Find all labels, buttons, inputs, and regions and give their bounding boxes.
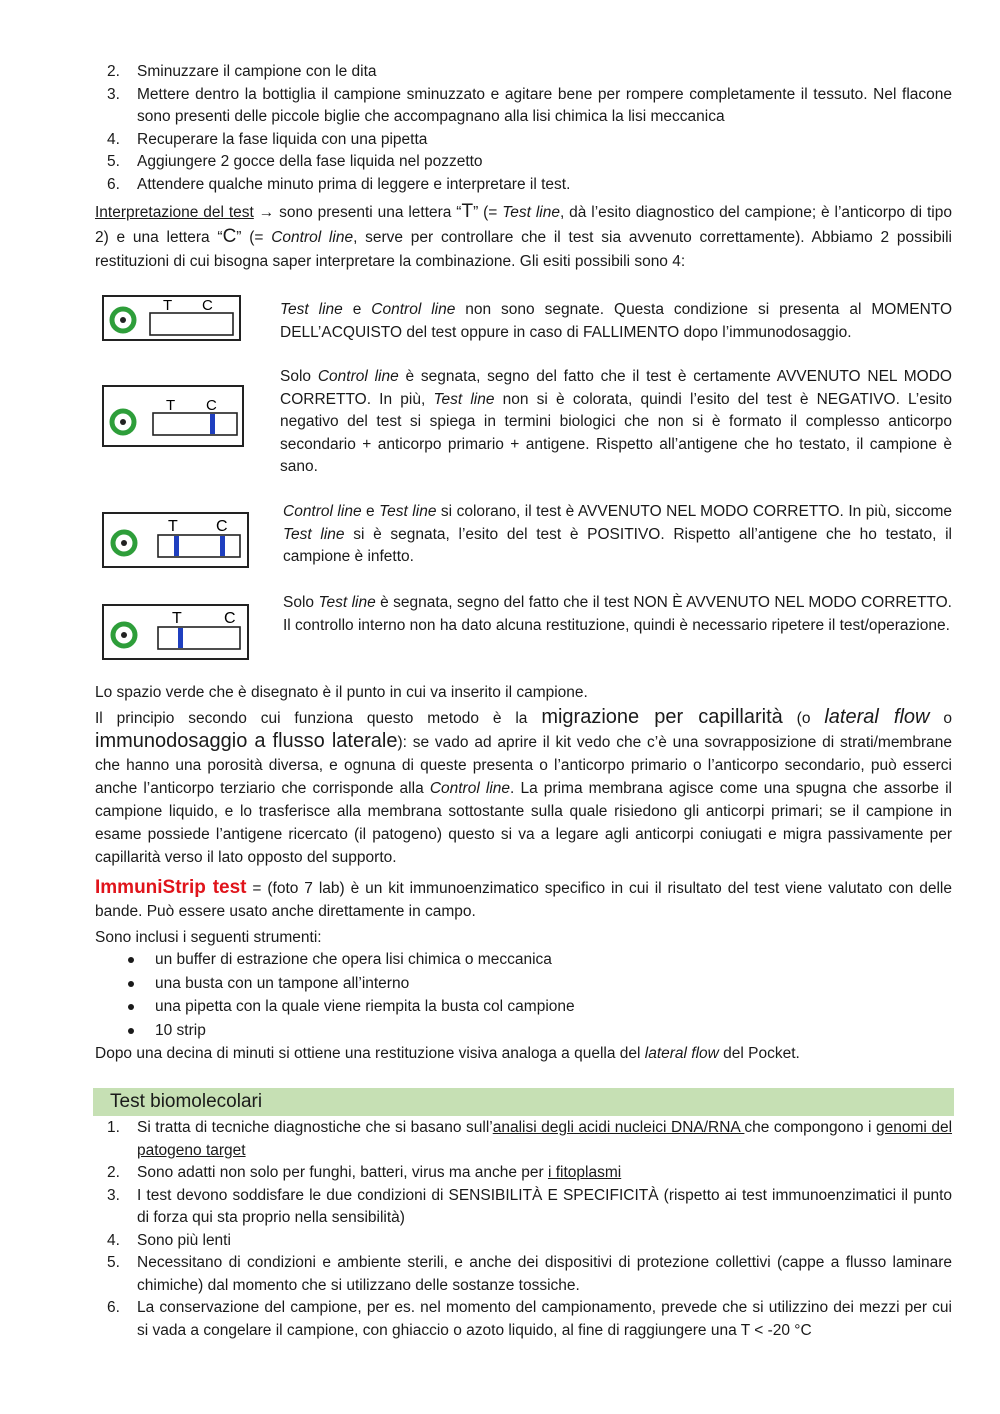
svg-text:C: C xyxy=(224,610,236,627)
principle-paragraph: Il principio secondo cui funziona questo metodo è la migrazione per capillarità (o lateral flow o immunodosaggio a flusso laterale): se vado ad aprire il kit vedo che c’è una sovrapposizione di strati/membrane che hanno una porosità diversa, e ognuna di queste presenta o l’anticorpo primario o l’anticorpo secondario, può esserci anche l’anticorpo terziario che corrisponde alla Control line. La prima membrana agisce come una spugna che assorbe il campione liquido, e lo trasferisce alla membrana sottostante sulla quale risiedono gli anticorpi primari; se il campione in esame possiede l’antigene ricercato (il patogeno) questo si va a legare agli anticorpi coniugati e migra passivamente per capillarità verso il lato opposto del supporto. xyxy=(95,706,952,866)
result-note: Dopo una decina di minuti si ottiene una restituzione visiva analoga a quella del lateral flow del Pocket. xyxy=(95,1045,800,1062)
outcome-text-2: Solo Control line è segnata, segno del fatto che il test è certamente AVVENUTO NEL MODO CORRETTO. In più, Test line non si è colorata, quindi l’esito del test è NEGATIVO. L’esito negativo del test si spiega in termini biologici che non si è formato il complesso anticorpo secondario + anticorpo primario + antigene. Rispetto all’antigene che ho testato, il campione è sano. xyxy=(280,368,952,475)
tools-list xyxy=(95,949,952,1042)
section-heading-test-biomolecolari: Test biomolecolari xyxy=(93,1088,954,1116)
svg-text:C: C xyxy=(202,297,213,314)
test-strip-invalid-illustration xyxy=(100,591,252,663)
outcome-row-3 xyxy=(100,501,952,581)
list-item: 6. La conservazione del campione, per es. nel momento del campionamento, prevede che si utilizzino dei mezzi per cui si vada a congelare il campione, con ghiaccio o azoto liquido, al fine di raggiungere una T < -20 °C xyxy=(107,1299,952,1339)
list-item: 2. Sono adatti non solo per funghi, batteri, virus ma anche per i fitoplasmi xyxy=(107,1164,622,1181)
green-area-note: Lo spazio verde che è disegnato è il punto in cui va inserito il campione. xyxy=(95,684,588,701)
outcome-text-4: Solo Test line è segnata, segno del fatto che il test NON È AVVENUTO NEL MODO CORRETTO. Il controllo interno non ha dato alcuna restituzione, quindi è necessario ripetere il test/operazione. xyxy=(283,594,952,634)
svg-text:C: C xyxy=(216,518,228,535)
outcome-row-4 xyxy=(100,591,952,671)
test-strip-positive-illustration xyxy=(100,507,252,575)
included-tools-label: Sono inclusi i seguenti strumenti: xyxy=(95,929,322,946)
steps-list xyxy=(95,61,952,196)
immunistrip-paragraph: ImmuniStrip test = (foto 7 lab) è un kit immunoenzimatico specifico in cui il risultato del test viene valutato con delle bande. Può essere usato anche direttamente in campo. xyxy=(95,877,952,920)
list-item: 10 strip xyxy=(95,1020,952,1043)
list-item: 4. Recuperare la fase liquida con una pipetta xyxy=(107,130,428,148)
list-item: 5. Necessitano di condizioni e ambiente sterili, e anche dei dispositivi di protezione collettivi (cappe a flusso laminare chimiche) dal momento che si utilizzano delle sostanze tossiche. xyxy=(107,1254,952,1294)
outcome-row-2 xyxy=(100,366,952,481)
list-item: 3. I test devono soddisfare le due condizioni di SENSIBILITÀ E SPECIFICITÀ (rispetto ai test immunoenzimatici il punto di forza qui sta proprio nella sensibilità) xyxy=(107,1186,952,1226)
list-item: un buffer di estrazione che opera lisi chimica o meccanica xyxy=(95,949,952,972)
list-item: una pipetta con la quale viene riempita la busta col campione xyxy=(95,996,952,1019)
test-strip-negative-illustration xyxy=(100,380,248,452)
biomolecular-list xyxy=(95,1117,952,1342)
list-item: 6. Attendere qualche minuto prima di leggere e interpretare il test. xyxy=(107,175,571,193)
list-item: una busta con un tampone all’interno xyxy=(95,973,952,996)
list-item: 1. Si tratta di tecniche diagnostiche che si basano sull’analisi degli acidi nucleici DNA/RNA che compongono i genomi del patogeno target xyxy=(107,1119,953,1159)
list-item: 4. Sono più lenti xyxy=(107,1231,231,1249)
list-item: 5. Aggiungere 2 gocce della fase liquida nel pozzetto xyxy=(107,153,483,170)
test-strip-blank-illustration xyxy=(100,290,245,346)
svg-text:T: T xyxy=(163,297,173,314)
svg-text:C: C xyxy=(206,397,217,414)
outcome-text-3: Control line e Test line si colorano, il test è AVVENUTO NEL MODO CORRETTO. In più, siccome Test line si è segnata, l’esito del test è POSITIVO. Rispetto all’antigene che ho testato, il campione è infetto. xyxy=(283,503,953,565)
list-item: 3. Mettere dentro la bottiglia il campione sminuzzato e agitare bene per rompere completamente il tessuto. Nel flacone sono presenti delle piccole biglie che accompagnano alla lisi chimica la lisi meccanica xyxy=(107,85,952,125)
svg-text:T: T xyxy=(172,610,182,627)
list-item: 2. Sminuzzare il campione con le dita xyxy=(107,63,377,80)
interpretation-paragraph: Interpretazione del test → sono presenti una lettera “T” (= Test line, dà l’esito diagnostico del campione; è l’anticorpo di tipo 2) e una lettera “C” (= Control line, serve per controllare che il test sia avvenuto correttamente). Abbiamo 2 possibili restituzioni di cui bisogna saper interpretare la combinazione. Gli esiti possibili sono 4: xyxy=(95,201,952,270)
outcome-text-1: Test line e Control line non sono segnate. Questa condizione si presenta al MOMENTO DELL’ACQUISTO del test oppure in caso di FALLIMENTO dopo l’immunodosaggio. xyxy=(280,301,953,341)
svg-text:T: T xyxy=(166,397,176,414)
svg-text:T: T xyxy=(168,518,178,535)
outcome-row-1 xyxy=(100,290,952,350)
